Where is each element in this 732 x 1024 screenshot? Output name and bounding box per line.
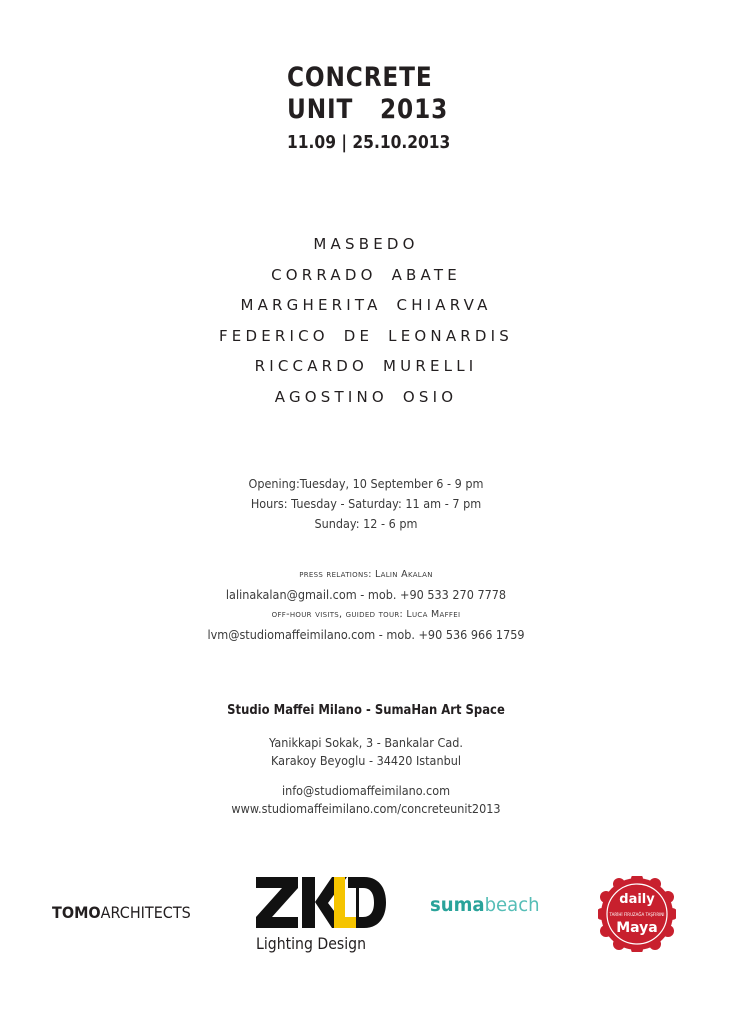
press-relations-contact: lalinakalan@gmail.com - mob. +90 533 270 7778 [225, 587, 507, 602]
svg-text:daily: daily [619, 892, 655, 907]
venue-contact [0, 782, 732, 818]
sumabeach-logo [430, 893, 540, 917]
guided-tour-label: off-hour visits, guided tour: [271, 609, 407, 620]
address-line-1: Yanikkapi Sokak, 3 - Bankalar Cad. [269, 735, 463, 750]
venue-website: www.studiomaffeimilano.com/concreteunit2013 [231, 801, 501, 816]
press-relations-heading [0, 565, 732, 585]
zkd-mark-icon [252, 875, 388, 933]
artist-name: FEDERICO DE LEONARDIS [218, 326, 514, 345]
exhibition-dates: 11.09 | 25.10.2013 [287, 132, 451, 153]
exhibition-title-block [287, 62, 477, 154]
suma-logo-bold: suma [430, 894, 485, 916]
sunday-hours-line: Sunday: 12 - 6 pm [314, 516, 418, 531]
venue-block [0, 700, 732, 720]
artist-list [0, 229, 732, 412]
opening-hours [0, 474, 732, 534]
tomo-architects-logo [52, 903, 191, 923]
artist-name: AGOSTINO OSIO [274, 387, 458, 406]
zkd-logo-tagline: Lighting Design [256, 934, 366, 953]
venue-email: info@studiomaffeimilano.com [281, 783, 451, 798]
address-line-2: Karakoy Beyoglu - 34420 Istanbul [270, 753, 461, 768]
press-relations-label: press relations: [299, 569, 376, 580]
press-relations-name: Lalin Akalan [375, 569, 433, 580]
tomo-logo-bold: TOMO [52, 903, 101, 922]
weekday-hours-line: Hours: Tuesday - Saturday: 11 am - 7 pm [250, 496, 482, 511]
svg-text:TARİHİ FİRUZAĞA TAŞFIRINI: TARİHİ FİRUZAĞA TAŞFIRINI [609, 912, 665, 917]
venue-name: Studio Maffei Milano - SumaHan Art Space [227, 702, 505, 718]
svg-text:Maya: Maya [616, 920, 658, 936]
guided-tour-heading [0, 605, 732, 625]
guided-tour-contact: lvm@studiomaffeimilano.com - mob. +90 536 966 1759 [207, 627, 525, 642]
artist-name: MASBEDO [313, 235, 419, 253]
venue-address [0, 734, 732, 770]
artist-name: RICCARDO MURELLI [254, 357, 478, 375]
press-contacts [0, 565, 732, 645]
exhibition-title-line-2: UNIT 2013 [287, 94, 449, 125]
exhibition-title-line-1: CONCRETE [287, 62, 433, 93]
artist-name: MARGHERITA CHIARVA [240, 296, 492, 314]
opening-line: Opening:Tuesday, 10 September 6 - 9 pm [248, 476, 484, 491]
guided-tour-name: Luca Maffei [406, 609, 461, 620]
tomo-logo-light: ARCHITECTS [100, 903, 191, 922]
artist-name: CORRADO ABATE [271, 265, 461, 284]
zkd-lighting-logo [252, 875, 388, 965]
suma-logo-light: beach [484, 894, 540, 916]
daily-maya-badge-icon [598, 876, 676, 952]
